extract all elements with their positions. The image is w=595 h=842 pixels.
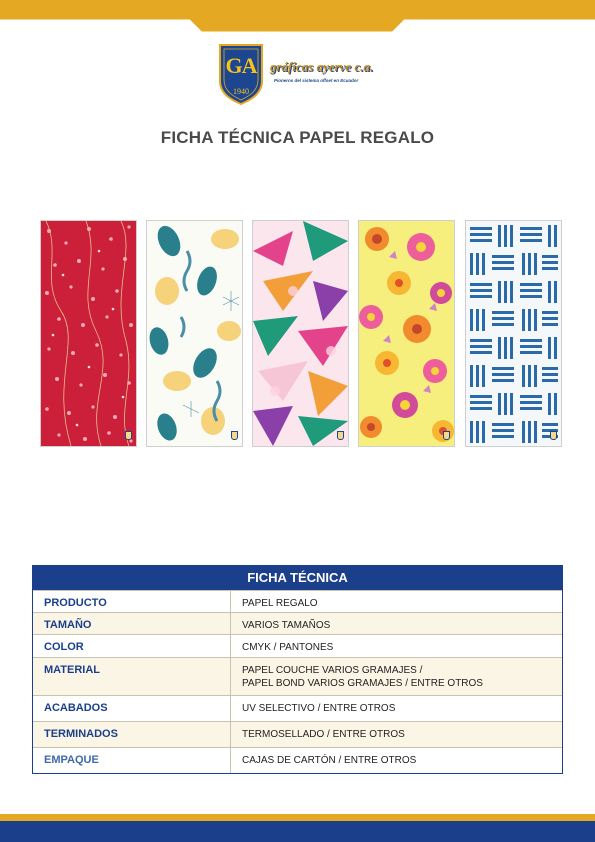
spec-row-producto [33, 590, 562, 612]
logo-year: 1940 [233, 87, 249, 96]
spec-table [32, 565, 563, 774]
logo-tagline: Pioneros del sistema offset en Ecuador [274, 78, 359, 83]
sample-colorful-tropical [252, 220, 349, 447]
spec-value: TERMOSELLADO / ENTRE OTROS [242, 729, 405, 740]
spec-table-header: FICHA TÉCNICA [33, 566, 562, 590]
spec-row-empaque [33, 747, 562, 773]
colorful-tropical-pattern [253, 221, 348, 446]
spec-value: PAPEL REGALO [242, 598, 318, 609]
spec-row-color [33, 634, 562, 657]
sample-daisies [358, 220, 455, 447]
spec-value-line-1: PAPEL COUCHE VARIOS GRAMAJES / [242, 665, 423, 676]
spec-label: PRODUCTO [33, 591, 231, 612]
spec-label: TAMAÑO [33, 613, 231, 634]
spec-label: COLOR [33, 635, 231, 657]
paper-samples [40, 220, 562, 447]
blue-stripes-pattern [466, 221, 561, 446]
sample-tropical-leaves [146, 220, 243, 447]
spec-value: CAJAS DE CARTÓN / ENTRE OTROS [242, 755, 417, 766]
spec-row-acabados [33, 695, 562, 721]
bottom-gold-band [0, 814, 595, 821]
spec-row-tamano [33, 612, 562, 634]
mini-logo-icon [125, 431, 132, 440]
spec-row-terminados [33, 721, 562, 747]
spec-value-line-2: PAPEL BOND VARIOS GRAMAJES / ENTRE OTROS [242, 678, 483, 689]
spec-value: UV SELECTIVO / ENTRE OTROS [242, 703, 396, 714]
sample-red-floral [40, 220, 137, 447]
spec-label: MATERIAL [33, 658, 231, 695]
spec-label: TERMINADOS [33, 722, 231, 747]
page-title: FICHA TÉCNICA PAPEL REGALO [160, 128, 435, 147]
spec-label: EMPAQUE [33, 748, 231, 773]
mini-logo-icon [231, 431, 238, 440]
spec-label: ACABADOS [33, 696, 231, 721]
logo-company-name: gráficas ayerve c.a. [270, 59, 374, 74]
tropical-leaves-pattern [147, 221, 242, 446]
spec-value [231, 658, 562, 695]
red-floral-pattern [41, 221, 136, 446]
spec-value: VARIOS TAMAÑOS [242, 620, 331, 631]
bottom-blue-band [0, 821, 595, 842]
spec-value: CMYK / PANTONES [242, 642, 334, 653]
mini-logo-icon [443, 431, 450, 440]
company-logo [218, 43, 388, 107]
daisies-pattern [359, 221, 454, 446]
sample-blue-stripes [465, 220, 562, 447]
logo-monogram: GA [225, 53, 257, 78]
top-decorative-band [0, 0, 595, 32]
spec-row-material [33, 657, 562, 695]
mini-logo-icon [337, 431, 344, 440]
mini-logo-icon [550, 431, 557, 440]
